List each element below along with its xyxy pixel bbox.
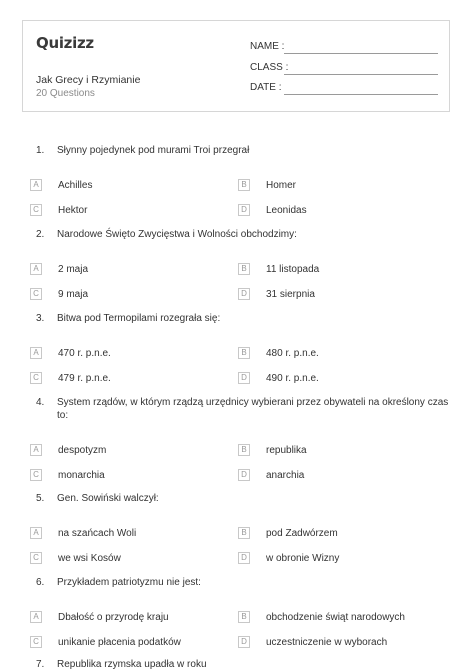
option-d-box[interactable]: D — [238, 636, 250, 648]
option-c-box[interactable]: C — [30, 372, 42, 384]
option-b-text[interactable]: 11 listopada — [266, 264, 320, 275]
question-text: Gen. Sowiński walczył: — [57, 493, 159, 504]
option-d-text[interactable]: uczestniczenie w wyborach — [266, 637, 388, 648]
quizizz-logo: Quizizz — [36, 34, 94, 52]
question-text: Słynny pojedynek pod murami Troi przegrał — [57, 145, 250, 156]
option-d-box[interactable]: D — [238, 552, 250, 564]
option-b-text[interactable]: obchodzenie świąt narodowych — [266, 612, 405, 623]
class-field[interactable] — [284, 74, 438, 75]
option-a-box[interactable]: A — [30, 611, 42, 623]
option-a-text[interactable]: Achilles — [58, 180, 93, 191]
option-a-box[interactable]: A — [30, 527, 42, 539]
option-a-box[interactable]: A — [30, 263, 42, 275]
question-text: Narodowe Święto Zwycięstwa i Wolności obchodzimy: — [57, 229, 297, 240]
option-c-text[interactable]: we wsi Kosów — [58, 553, 121, 564]
option-c-box[interactable]: C — [30, 552, 42, 564]
option-b-box[interactable]: B — [238, 179, 250, 191]
date-field[interactable] — [284, 94, 438, 95]
option-d-text[interactable]: Leonidas — [266, 205, 307, 216]
option-c-box[interactable]: C — [30, 288, 42, 300]
option-c-box[interactable]: C — [30, 636, 42, 648]
name-field[interactable] — [284, 53, 438, 54]
question-number: 2. — [36, 229, 45, 240]
question-number: 7. — [36, 659, 45, 670]
option-c-box[interactable]: C — [30, 204, 42, 216]
question-text: Bitwa pod Termopilami rozegrała się: — [57, 313, 221, 324]
option-d-text[interactable]: w obronie Wizny — [266, 553, 340, 564]
option-c-text[interactable]: Hektor — [58, 205, 88, 216]
name-label: NAME : — [250, 41, 285, 52]
option-b-box[interactable]: B — [238, 347, 250, 359]
date-label: DATE : — [250, 82, 282, 93]
option-d-box[interactable]: D — [238, 288, 250, 300]
option-b-box[interactable]: B — [238, 263, 250, 275]
option-b-text[interactable]: Homer — [266, 180, 297, 191]
class-label: CLASS : — [250, 62, 289, 73]
option-b-box[interactable]: B — [238, 611, 250, 623]
option-a-text[interactable]: 2 maja — [58, 264, 89, 275]
option-c-box[interactable]: C — [30, 469, 42, 481]
question-number: 6. — [36, 577, 45, 588]
option-b-text[interactable]: republika — [266, 445, 307, 456]
question-number: 5. — [36, 493, 45, 504]
option-a-box[interactable]: A — [30, 444, 42, 456]
option-d-text[interactable]: 490 r. p.n.e. — [266, 373, 319, 384]
question-text: Republika rzymska upadła w roku — [57, 659, 207, 670]
option-c-text[interactable]: monarchia — [58, 470, 105, 481]
option-a-text[interactable]: Dbałość o przyrodę kraju — [58, 612, 169, 623]
option-a-box[interactable]: A — [30, 347, 42, 359]
option-a-text[interactable]: despotyzm — [58, 445, 107, 456]
option-d-box[interactable]: D — [238, 372, 250, 384]
option-b-box[interactable]: B — [238, 444, 250, 456]
worksheet-title: Jak Grecy i Rzymianie — [36, 74, 141, 86]
question-number: 4. — [36, 397, 45, 408]
option-d-box[interactable]: D — [238, 469, 250, 481]
option-d-text[interactable]: anarchia — [266, 470, 305, 481]
option-a-box[interactable]: A — [30, 179, 42, 191]
option-c-text[interactable]: unikanie płacenia podatków — [58, 637, 181, 648]
option-d-text[interactable]: 31 sierpnia — [266, 289, 315, 300]
option-a-text[interactable]: 470 r. p.n.e. — [58, 348, 111, 359]
question-text: Przykładem patriotyzmu nie jest: — [57, 577, 201, 588]
option-d-box[interactable]: D — [238, 204, 250, 216]
option-b-text[interactable]: 480 r. p.n.e. — [266, 348, 319, 359]
question-text: System rządów, w którym rządzą urzędnicy wybierani przez obywateli na określony czas to: — [57, 397, 449, 421]
question-number: 3. — [36, 313, 45, 324]
option-b-box[interactable]: B — [238, 527, 250, 539]
option-c-text[interactable]: 9 maja — [58, 289, 89, 300]
option-b-text[interactable]: pod Zadwórzem — [266, 528, 338, 539]
question-count: 20 Questions — [36, 88, 95, 99]
question-number: 1. — [36, 145, 45, 156]
option-c-text[interactable]: 479 r. p.n.e. — [58, 373, 111, 384]
option-a-text[interactable]: na szańcach Woli — [58, 528, 137, 539]
